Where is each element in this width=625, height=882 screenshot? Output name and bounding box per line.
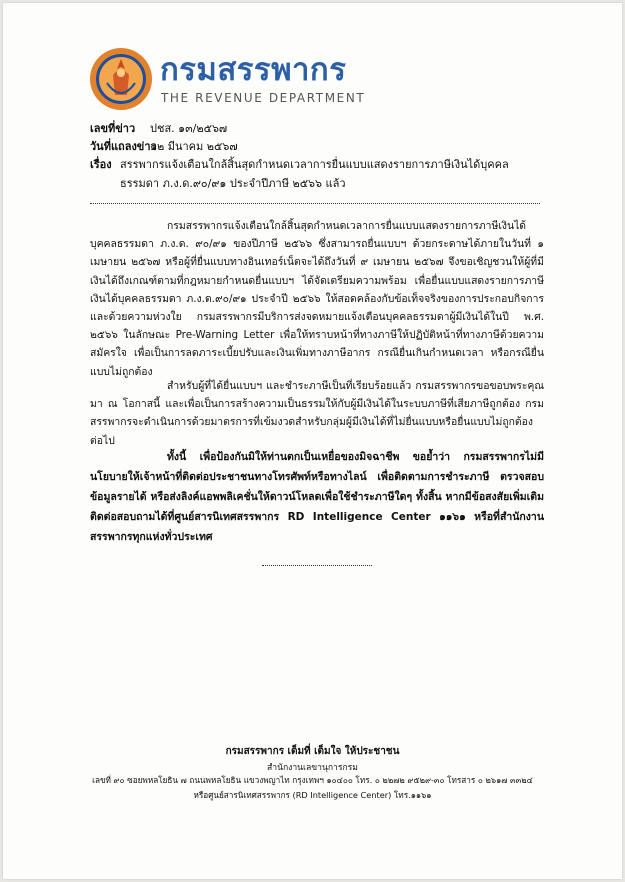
press-date-label: วันที่แถลงข่าว: [90, 140, 157, 153]
header-divider: [90, 203, 540, 204]
footer-office: สำนักงานเลขานุการกรม: [267, 763, 358, 773]
brand-title-english: THE REVENUE DEPARTMENT: [161, 91, 366, 105]
body-paragraph-3-warning: ทั้งนี้ เพื่อป้องกันมิให้ท่านตกเป็นเหยื่อของมิจฉาชีพ ขอย้ำว่า กรมสรรพากรไม่มีนโยบายให้เจ้าหน้าที่ติดต่อประชาชนทางโทรศัพท์หรือทางไลน์ เพื่อติดตามการชำระภาษี ตรวจสอบข้อมูลรายได้ หรือส่งลิงค์แอพพลิเคชั่นให้ดาวน์โหลดเพื่อใช้ชำระภาษีใดๆ ทั้งสิ้น หากมีข้อสงสัยเพิ่มเติมติดต่อสอบถามได้ที่ศูนย์สารนิเทศสรรพากร RD Intelligence Center ๑๑๖๑ หรือที่สำนักงานสรรพากรทุกแห่งทั่วประเทศ: [90, 451, 544, 543]
brand-title-thai: กรมสรรพากร: [160, 52, 347, 88]
subject-label: เรื่อง: [90, 158, 112, 171]
footer-address: เลขที่ ๙๐ ซอยพหลโยธิน ๗ ถนนพหลโยธิน แขวงพญาไท กรุงเทพฯ ๑๐๔๐๐ โทร. ๐ ๒๒๗๒ ๙๕๒๙-๓๐ โทรสาร ๐ ๒๖๑๗ ๓๓๒๔: [92, 775, 533, 785]
news-number-value: ปชส. ๑๓/๒๕๖๗: [150, 122, 228, 135]
footer-slogan: กรมสรรพากร เต็มที่ เต็มใจ ให้ประชาชน: [225, 746, 400, 757]
subject-text: สรรพากรแจ้งเตือนใกล้สิ้นสุดกำหนดเวลาการยื่นแบบแสดงรายการภาษีเงินได้บุคคลธรรมดา ภ.ง.ด.๙๐/๙๑ ประจำปีภาษี ๒๕๖๖ แล้ว: [120, 158, 509, 190]
section-divider: [262, 565, 372, 566]
revenue-department-seal-logo: [89, 47, 153, 111]
news-number-row: [90, 119, 228, 137]
news-number-label: เลขที่ข่าว: [90, 122, 136, 135]
document-page: [3, 3, 622, 879]
footer-contact-center: หรือศูนย์สารนิเทศสรรพากร (RD Intelligence Center) โทร.๑๑๖๑: [193, 790, 432, 800]
press-date-value: ๑๒ มีนาคม ๒๕๖๗: [150, 140, 238, 153]
body-paragraph-2: สำหรับผู้ที่ได้ยื่นแบบฯ และชำระภาษีเป็นที่เรียบร้อยแล้ว กรมสรรพากรขอขอบพระคุณมา ณ โอกาสนี้ และเพื่อเป็นการสร้างความเป็นธรรมให้กับผู้มีเงินได้ในระบบภาษีที่เสียภาษีถูกต้อง กรมสรรพากรจะดำเนินการด้วยมาตรการที่เข้มงวดสำหรับกลุ่มผู้มีเงินได้ที่ไม่ยื่นแบบหรือยื่นแบบไม่ถูกต้องต่อไป: [90, 380, 544, 447]
body-paragraph-1: กรมสรรพากรแจ้งเตือนใกล้สิ้นสุดกำหนดเวลาการยื่นแบบแสดงรายการภาษีเงินได้บุคคลธรรมดา ภ.ง.ด. ๙๐/๙๑ ของปีภาษี ๒๕๖๖ ซึ่งสามารถยื่นแบบฯ ด้วยกระดาษได้ภายในวันที่ ๑ เมษายน ๒๕๖๗ หรือผู้ที่ยื่นแบบทางอินเทอร์เน็ตจะได้ถึงวันที่ ๙ เมษายน ๒๕๖๗ จึงขอเชิญชวนให้ผู้ที่มีเงินได้ถึงเกณฑ์ตามที่กฎหมายกำหนดยื่นแบบฯ ได้จัดเตรียมความพร้อม เพื่อยื่นแบบแสดงรายการภาษีเงินได้บุคคลธรรมดา ภ.ง.ด.๙๐/๙๑ ประจำปี ๒๕๖๖ ให้สอดคล้องกับข้อเท็จจริงของการประกอบกิจการ และด้วยความห่วงใย กรมสรรพากรมีบริการส่งจดหมายแจ้งเตือนบุคคลธรรมดาผู้มีเงินได้ในปี พ.ศ. ๒๕๖๖ ในลักษณะ Pre-Warning Letter เพื่อให้ทราบหน้าที่ทางภาษีให้ปฏิบัติหน้าที่ทางภาษีด้วยความสมัครใจ เพื่อเป็นการลดภาระเบี้ยปรับและเงินเพิ่มทางภาษีอากร กรณียื่นเกินกำหนดเวลา หรือกรณียื่นแบบไม่ถูกต้อง: [90, 220, 544, 378]
press-date-row: [90, 137, 238, 155]
subject-row: [90, 155, 540, 193]
